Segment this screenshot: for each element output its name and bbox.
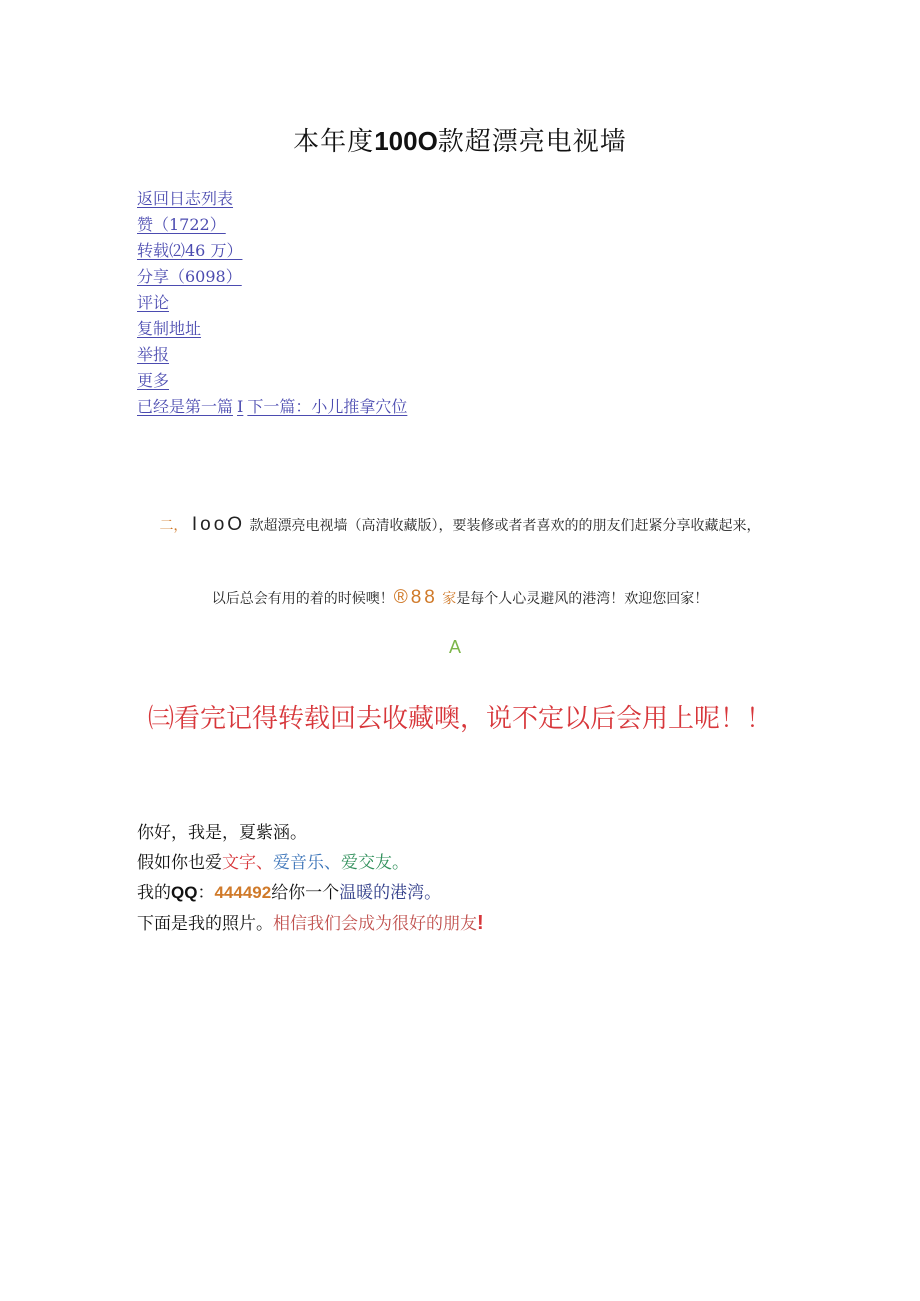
- title-prefix: 本年度: [293, 127, 375, 157]
- intro-number: IooO: [191, 514, 246, 535]
- qq-colon: ：: [197, 883, 215, 902]
- greeting-line-1: 你好，我是，夏紫涵。: [137, 823, 307, 842]
- photo-exclamation: !: [477, 912, 484, 934]
- nav-separator: I: [237, 397, 244, 416]
- intro-text: 款超漂亮电视墙（高清收藏版），要装修或者者喜欢的的朋友们赶紧分享收藏起来，: [249, 518, 761, 534]
- next-post-link[interactable]: 下一篇：小儿推拿穴位: [247, 397, 408, 416]
- photo-prefix: 下面是我的照片。: [137, 914, 273, 933]
- greeting-line-2-prefix: 假如你也爱: [137, 853, 222, 872]
- copy-address-link[interactable]: 复制地址: [137, 319, 202, 338]
- qq-end: 温暖的港湾。: [339, 883, 442, 902]
- intro-marker: 二，: [159, 518, 188, 534]
- welcome-number: ®88: [393, 587, 438, 608]
- greeting-line-2: [137, 848, 737, 878]
- back-to-list-link[interactable]: 返回日志列表: [137, 189, 234, 208]
- comment-link[interactable]: 评论: [137, 293, 170, 312]
- more-link[interactable]: 更多: [137, 371, 170, 390]
- greeting-line-4: [137, 908, 737, 939]
- repost-reminder-heading: ㈢看完记得转载回去收藏噢，说不定以后会用上呢！！: [147, 704, 772, 734]
- previous-post-link[interactable]: 已经是第一篇: [137, 397, 234, 416]
- author-greeting: [137, 818, 737, 939]
- welcome-before: 以后总会有用的着的时候噢！: [211, 591, 394, 607]
- post-navigation: [137, 394, 537, 420]
- photo-rest: 相信我们会成为很好的朋友: [273, 914, 477, 933]
- welcome-jia: 家: [442, 591, 457, 607]
- green-letter: A: [449, 637, 462, 657]
- report-link[interactable]: 举报: [137, 345, 170, 364]
- page-title: [0, 121, 920, 158]
- greeting-line-3: [137, 878, 737, 908]
- hobby-writing: 文字、: [222, 853, 273, 872]
- qq-middle: 给你一个: [271, 883, 340, 902]
- title-suffix: 款超漂亮电视墙: [437, 127, 627, 157]
- welcome-line: [0, 587, 920, 609]
- blog-action-links: [137, 186, 537, 420]
- like-link[interactable]: 赞（1722）: [137, 215, 226, 234]
- share-link[interactable]: 分享（6098）: [137, 267, 242, 286]
- qq-prefix: 我的: [137, 883, 171, 902]
- hobby-music: 爱音乐、: [273, 853, 341, 872]
- qq-label: QQ: [171, 883, 198, 902]
- welcome-after: 是每个人心灵避风的港湾！欢迎您回家！: [456, 591, 709, 607]
- hobby-friends: 爱交友。: [341, 853, 409, 872]
- repost-link[interactable]: 转载⑵46 万）: [137, 241, 243, 260]
- intro-paragraph: [140, 510, 780, 541]
- qq-number: 444492: [214, 883, 272, 902]
- title-number: 100O: [374, 126, 438, 156]
